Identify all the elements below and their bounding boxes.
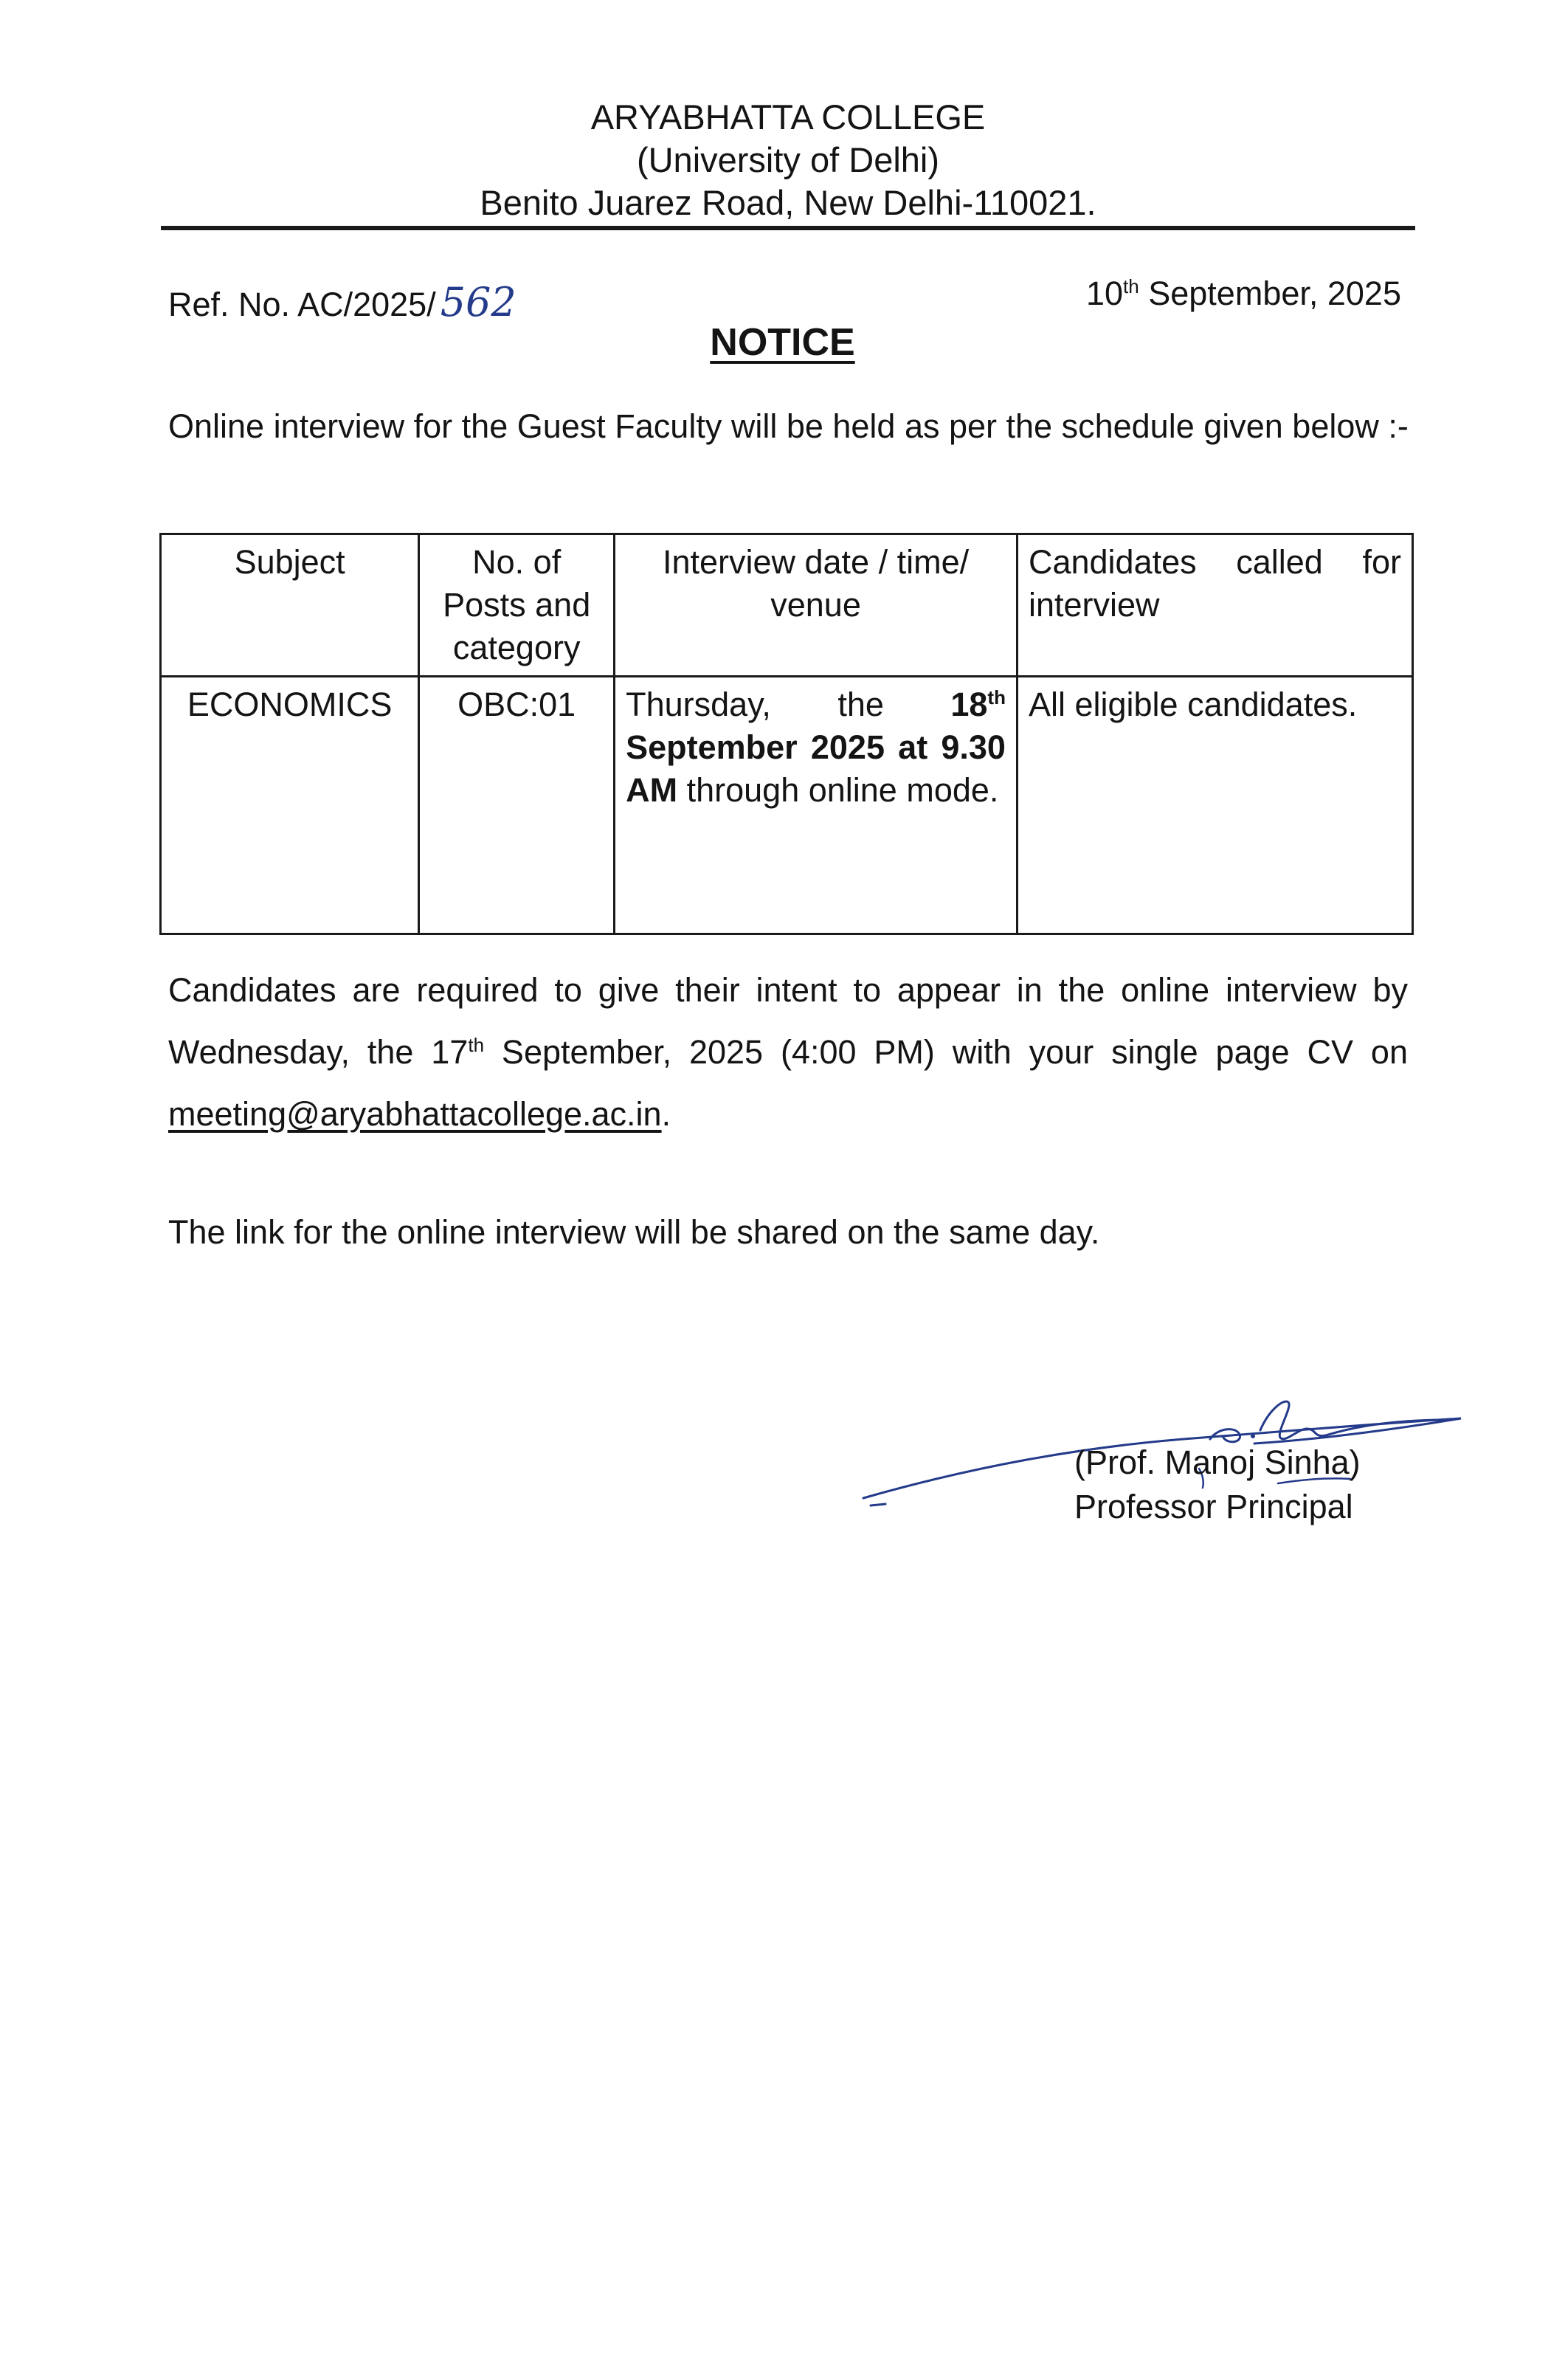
university-name: (University of Delhi) (636, 140, 940, 179)
table-header-row (161, 534, 1413, 677)
intent-text-1: Candidates are required to give their intent to appear in the online interview by Wednesday, the 17 (168, 971, 1408, 1071)
header-subject: Subject (161, 534, 419, 677)
letterhead (161, 96, 1415, 224)
notice-title: NOTICE (710, 321, 855, 364)
header-interview: Interview date / time/ venue (615, 534, 1018, 677)
signatory (1074, 1441, 1361, 1529)
header-divider (161, 226, 1415, 230)
cell-subject: ECONOMICS (161, 677, 419, 934)
date-suffix: th (1123, 275, 1139, 297)
table-row (161, 677, 1413, 934)
cell-interview (615, 677, 1018, 934)
header-posts: No. of Posts and category (419, 534, 615, 677)
signatory-name: (Prof. Manoj Sinha) (1074, 1443, 1361, 1481)
date-day: 10 (1085, 275, 1124, 312)
intro-paragraph: Online interview for the Guest Faculty will be held as per the schedule given below :- (168, 407, 1409, 445)
header-candidates: Candidates called for interview (1017, 534, 1412, 677)
college-address: Benito Juarez Road, New Delhi-110021. (480, 183, 1096, 222)
intent-paragraph (168, 959, 1408, 1145)
ref-prefix: Ref. No. AC/2025/ (168, 286, 436, 323)
notice-date (1086, 275, 1401, 313)
schedule-table (159, 533, 1414, 935)
notice-title-wrap (0, 320, 1565, 365)
signatory-designation: Professor Principal (1074, 1488, 1353, 1525)
email-link[interactable]: meeting@aryabhattacollege.ac.in (168, 1095, 662, 1133)
cell-posts: OBC:01 (419, 677, 615, 934)
interview-date-rest: September 2025 at 9.30 AM (626, 728, 1006, 809)
interview-mode: through online mode. (686, 771, 999, 809)
college-name: ARYABHATTA COLLEGE (590, 97, 986, 137)
intent-sup: th (468, 1034, 485, 1056)
cell-candidates: All eligible candidates. (1017, 677, 1412, 934)
ref-handwritten-number: 562 (440, 279, 517, 325)
intent-text-2: September, 2025 (4:00 PM) with your single page CV on (484, 1033, 1408, 1071)
interview-date-num: 18 (950, 686, 988, 723)
interview-day: Thursday, the (626, 686, 884, 723)
reference-number (168, 279, 517, 325)
interview-date-suffix: th (987, 686, 1006, 708)
intent-end: . (661, 1095, 671, 1133)
link-paragraph: The link for the online interview will be shared on the same day. (168, 1213, 1100, 1251)
date-rest: September, 2025 (1139, 275, 1401, 312)
